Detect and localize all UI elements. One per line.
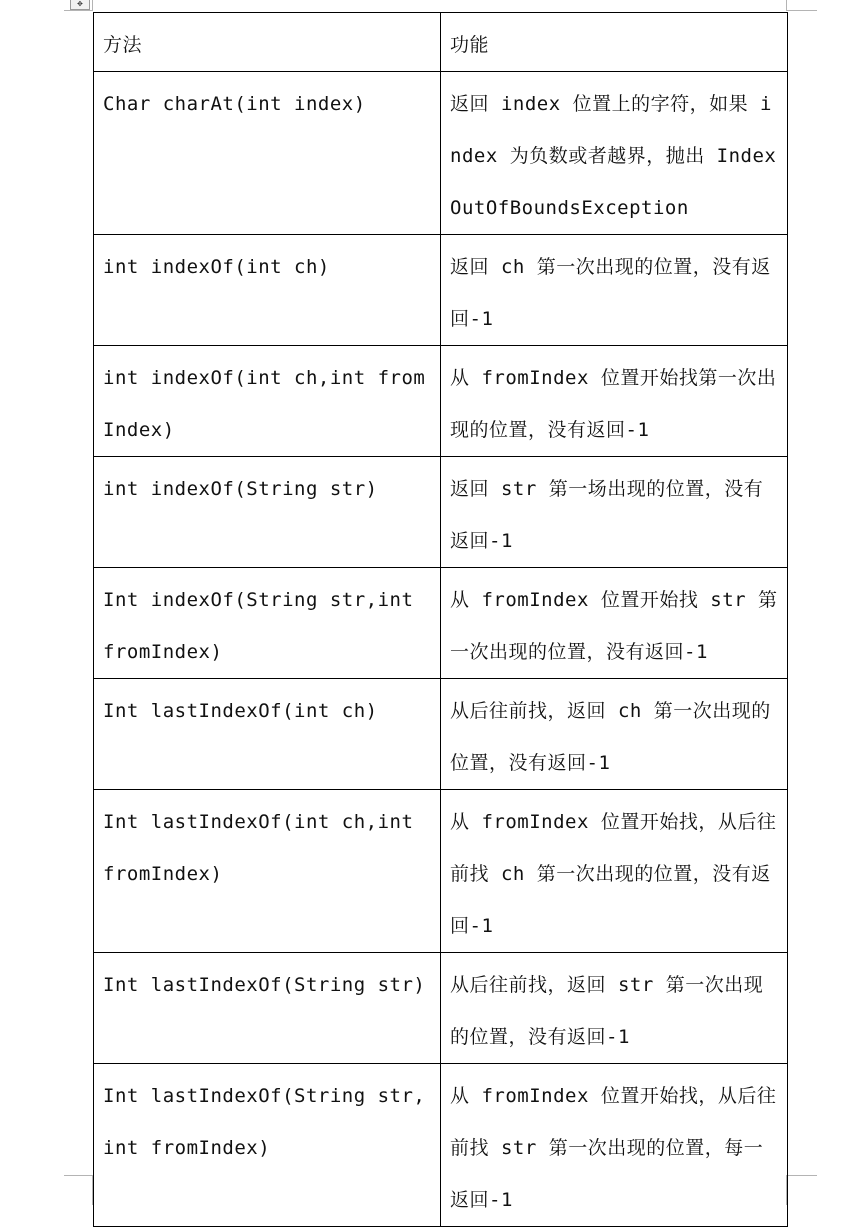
method-signature: Int lastIndexOf(String str)	[103, 974, 426, 996]
table-row	[94, 568, 788, 679]
crop-mark-top-left	[64, 10, 93, 11]
method-cell[interactable]	[94, 235, 441, 346]
method-signature: Int lastIndexOf(int ch,int fromIndex)	[103, 811, 414, 885]
header-label: 功能	[450, 34, 490, 56]
function-cell[interactable]	[441, 457, 788, 568]
table-row	[94, 1064, 788, 1227]
function-cell[interactable]	[441, 72, 788, 235]
method-description: 返回 str 第一场出现的位置，没有返回-1	[450, 478, 764, 552]
table-header-row	[94, 13, 788, 72]
method-cell[interactable]	[94, 679, 441, 790]
method-cell[interactable]	[94, 346, 441, 457]
crop-mark-top-right	[787, 10, 817, 11]
method-cell[interactable]	[94, 457, 441, 568]
method-description: 从后往前找，返回 str 第一次出现的位置，没有返回-1	[450, 974, 764, 1048]
function-cell[interactable]	[441, 790, 788, 953]
table-row	[94, 346, 788, 457]
method-signature: int indexOf(int ch,int fromIndex)	[103, 367, 426, 441]
method-cell[interactable]	[94, 1064, 441, 1227]
table-move-handle-icon[interactable]: ✥	[70, 0, 90, 10]
function-cell[interactable]	[441, 1064, 788, 1227]
function-cell[interactable]	[441, 235, 788, 346]
table-row	[94, 790, 788, 953]
table-row	[94, 953, 788, 1064]
function-cell[interactable]	[441, 953, 788, 1064]
method-description: 从后往前找，返回 ch 第一次出现的位置，没有返回-1	[450, 700, 771, 774]
function-cell[interactable]	[441, 679, 788, 790]
header-cell-function[interactable]	[441, 13, 788, 72]
method-signature: int indexOf(String str)	[103, 478, 378, 500]
table-row	[94, 457, 788, 568]
header-label: 方法	[103, 34, 143, 56]
header-cell-method[interactable]	[94, 13, 441, 72]
method-description: 返回 index 位置上的字符，如果 index 为负数或者越界，抛出 IndexOutOfBoundsException	[450, 93, 777, 219]
method-cell[interactable]	[94, 72, 441, 235]
method-signature: Int lastIndexOf(String str,int fromIndex)	[103, 1085, 426, 1159]
method-description: 从 fromIndex 位置开始找，从后往前找 str 第一次出现的位置，每一返回-1	[450, 1085, 777, 1211]
method-signature: Char charAt(int index)	[103, 93, 366, 115]
table-row	[94, 72, 788, 235]
method-cell[interactable]	[94, 568, 441, 679]
method-signature: Int lastIndexOf(int ch)	[103, 700, 378, 722]
method-cell[interactable]	[94, 790, 441, 953]
function-cell[interactable]	[441, 346, 788, 457]
method-cell[interactable]	[94, 953, 441, 1064]
method-description: 返回 ch 第一次出现的位置，没有返回-1	[450, 256, 771, 330]
function-cell[interactable]	[441, 568, 788, 679]
string-methods-table	[93, 12, 788, 1227]
method-signature: Int indexOf(String str,int fromIndex)	[103, 589, 414, 663]
crop-mark-top-right	[786, 0, 787, 11]
method-signature: int indexOf(int ch)	[103, 256, 330, 278]
table-row	[94, 679, 788, 790]
method-description: 从 fromIndex 位置开始找第一次出现的位置，没有返回-1	[450, 367, 777, 441]
crop-mark-top-left	[92, 0, 93, 11]
table-row	[94, 235, 788, 346]
crop-mark-bottom-left	[64, 1175, 93, 1176]
method-description: 从 fromIndex 位置开始找 str 第一次出现的位置，没有返回-1	[450, 589, 778, 663]
method-description: 从 fromIndex 位置开始找，从后往前找 ch 第一次出现的位置，没有返回-1	[450, 811, 777, 937]
crop-mark-bottom-right	[787, 1175, 817, 1176]
